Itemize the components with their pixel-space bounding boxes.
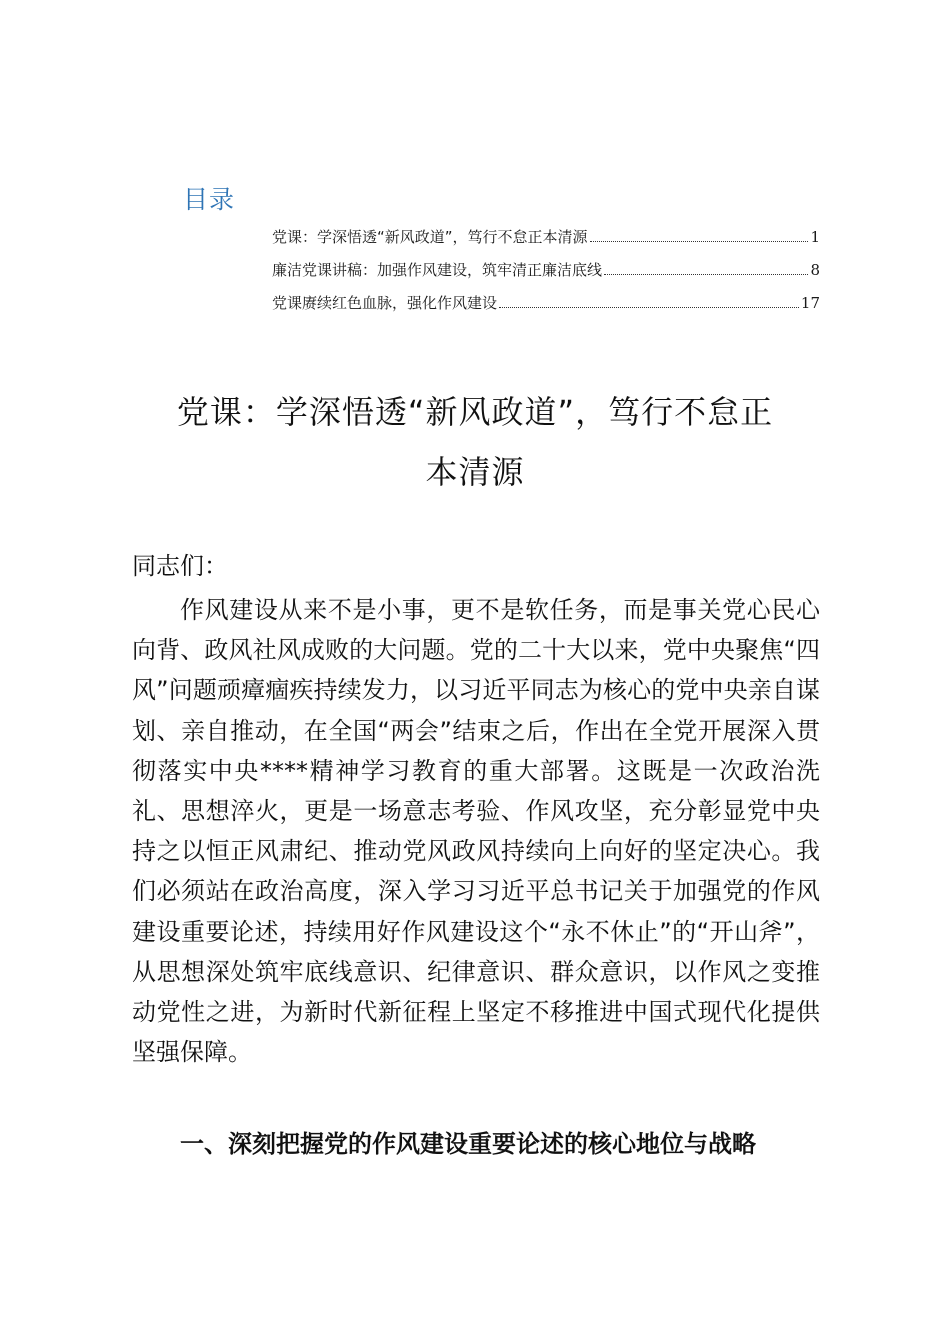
article-title-line-2: 本清源 (425, 453, 525, 491)
toc-entry-1[interactable] (272, 226, 820, 259)
toc-entry-title: 廉洁党课讲稿：加强作风建设，筑牢清正廉洁底线 (272, 261, 603, 279)
article-title (120, 382, 830, 502)
salutation: 同志们： (132, 552, 228, 580)
toc-entry-3[interactable] (272, 292, 820, 325)
toc-entry-page: 17 (800, 294, 820, 312)
toc-entry-title: 党课：学深悟透“新风政道”，笃行不怠正本清源 (272, 228, 588, 246)
toc-dot-leader (590, 241, 809, 242)
toc-entry-page: 1 (810, 228, 820, 246)
table-of-contents (272, 226, 820, 325)
toc-heading: 目录 (183, 185, 236, 214)
article-title-line-1: 党课：学深悟透“新风政道”，笃行不怠正 (176, 393, 774, 431)
section-heading: 一、深刻把握党的作风建设重要论述的核心地位与战略 (180, 1130, 756, 1158)
toc-entry-title: 党课赓续红色血脉，强化作风建设 (272, 294, 498, 312)
toc-dot-leader (604, 274, 808, 275)
toc-dot-leader (499, 307, 799, 308)
body-paragraph: 作风建设从来不是小事，更不是软任务，而是事关党心民心向背、政风社风成败的大问题。党的二十大以来，党中央聚焦“四风”问题顽瘴痼疾持续发力，以习近平同志为核心的党中央亲自谋划、亲自推动，在全国“两会”结束之后，作出在全党开展深入贯彻落实中央****精神学习教育的重大部署。这既是一次政治洗礼、思想淬火，更是一场意志考验、作风攻坚，充分彰显党中央持之以恒正风肃纪、推动党风政风持续向上向好的坚定决心。我们必须站在政治高度，深入学习习近平总书记关于加强党的作风建设重要论述，持续用好作风建设这个“永不休止”的“开山斧”，从思想深处筑牢底线意识、纪律意识、群众意识，以作风之变推动党性之进，为新时代新征程上坚定不移推进中国式现代化提供坚强保障。 (132, 596, 820, 1067)
toc-entry-2[interactable] (272, 259, 820, 292)
toc-entry-page: 8 (810, 261, 820, 279)
